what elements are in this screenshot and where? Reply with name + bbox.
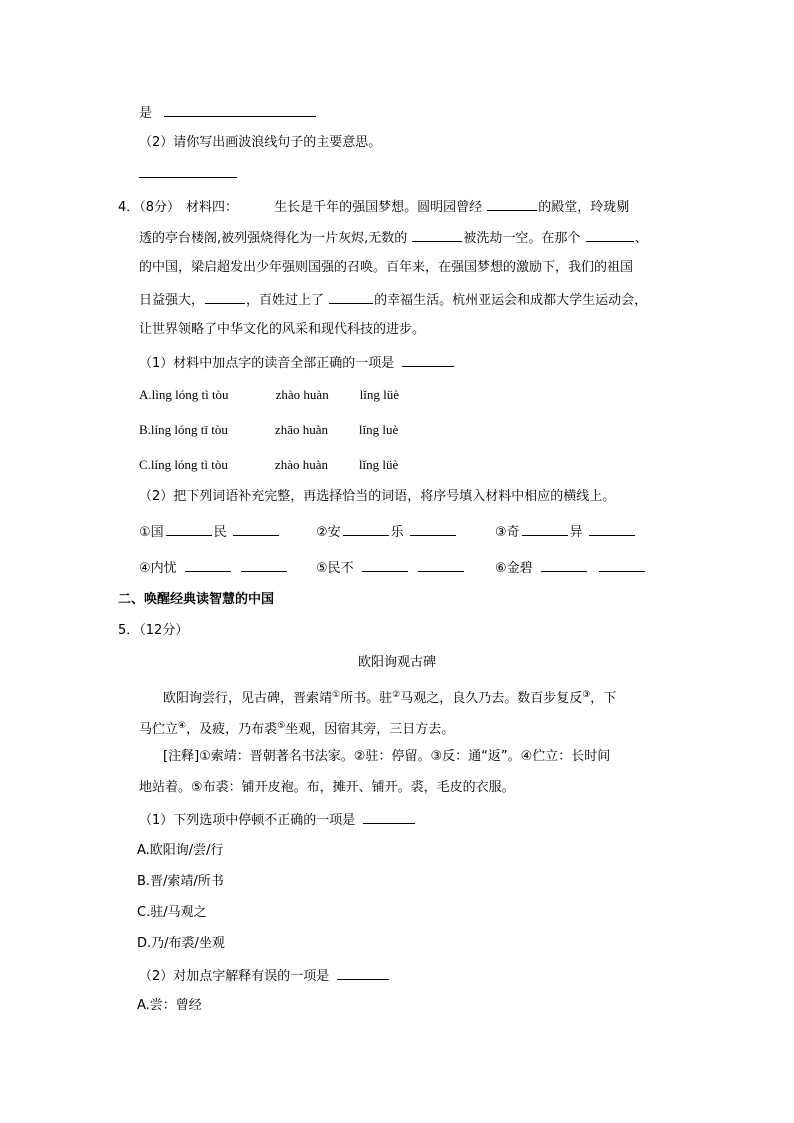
q4-word-6-pre: ⑥金碧 [495, 561, 533, 576]
q5-notes-line-2: 地站着。⑤布裘：铺开皮袍。布，摊开、铺开。裘，毛皮的衣服。 [139, 780, 515, 795]
q4-word-3-mid: 异 [569, 525, 583, 540]
q4-word-6-blank-a[interactable] [541, 558, 587, 572]
q4-option-a-part2: zhào huàn [275, 387, 329, 402]
q3-sub2-label: （2）请你写出画波浪线句子的主要意思。 [139, 135, 382, 150]
q5-text-l1a: 欧阳询尝行，见古碑，晋索靖 [163, 691, 333, 706]
q4-option-c-part1: líng lóng tì tòu [150, 457, 228, 472]
section-2-heading: 二、唤醒经典读智慧的中国 [118, 592, 275, 607]
q4-passage-l2b: 被洗劫一空。在那个 [463, 231, 581, 246]
q4-word-2-blank-b[interactable] [410, 522, 456, 536]
q5-text-l1d: ，下 [590, 691, 617, 706]
q4-option-c-part3: lǐng lüè [358, 457, 399, 472]
q4-option-a-part1: lìng lóng tì tòu [151, 387, 229, 402]
q4-words-row-1 [139, 522, 279, 542]
q4-sub1-blank[interactable] [402, 353, 454, 367]
q4-blank-5[interactable] [329, 290, 373, 304]
note-marker-3: ③ [582, 690, 591, 700]
q4-word-5 [316, 558, 464, 578]
q3-answer-blank[interactable] [164, 103, 316, 117]
q4-option-a-letter: A. [139, 387, 152, 402]
q5-sub1-option-a[interactable]: A.欧阳询/尝/行 [137, 843, 224, 858]
q4-line-4 [139, 290, 647, 310]
note-marker-4: ④ [178, 721, 187, 731]
note-marker-5: ⑤ [277, 721, 286, 731]
q4-passage-l4a: 日益强大， [139, 293, 205, 308]
q4-option-b-letter: B. [139, 422, 151, 437]
q4-word-4 [139, 558, 287, 578]
q4-word-1-pre: ①国 [139, 525, 164, 540]
q4-option-b-part3: lǐng luè [358, 422, 399, 437]
q4-word-2-pre: ②安 [316, 525, 341, 540]
q4-passage-l3: 的中国，梁启超发出少年强则国强的召唤。百年来，在强国梦想的激励下，我们的祖国 [139, 260, 634, 275]
q4-word-3-blank-b[interactable] [589, 522, 635, 536]
q4-word-2-blank-a[interactable] [343, 522, 389, 536]
q4-passage-l2a: 透的亭台楼阁,被列强烧得化为一片灰烬,无数的 [139, 231, 408, 246]
q4-word-4-pre: ④内忧 [139, 561, 177, 576]
q5-text-l2a: 马伫立 [139, 722, 179, 737]
q4-line-2 [139, 228, 648, 248]
q5-number: 5．（12分） [118, 623, 189, 638]
q4-word-3-blank-a[interactable] [522, 522, 568, 536]
q4-line-1 [118, 197, 629, 217]
q4-word-1-blank-b[interactable] [233, 522, 279, 536]
q4-sub1 [139, 353, 454, 373]
q4-blank-1[interactable] [487, 197, 537, 211]
q5-sub1 [139, 810, 415, 830]
q5-text-line-2 [139, 717, 454, 739]
q4-option-b-part1: líng lóng tī tòu [150, 422, 228, 437]
q4-word-2 [316, 522, 456, 542]
q4-passage-l4b: ，百姓过上了 [246, 293, 325, 308]
q4-word-4-blank-a[interactable] [185, 558, 231, 572]
q5-sub2-label: （2）对加点字解释有误的一项是 [139, 969, 330, 984]
q4-word-1-mid: 民 [213, 525, 227, 540]
q3-answer-line [139, 103, 316, 123]
q4-word-3-pre: ③奇 [495, 525, 520, 540]
q5-text-l2b: ，及疲，乃布裘 [186, 722, 278, 737]
q5-text-line-1 [163, 686, 616, 708]
q4-option-a[interactable] [139, 386, 399, 404]
note-marker-2: ② [392, 690, 401, 700]
q4-option-c-part2: zhào huàn [274, 457, 328, 472]
q4-passage-l2c: 、 [634, 231, 648, 246]
q4-word-6-blank-b[interactable] [599, 558, 645, 572]
q4-passage-l5: 让世界领略了中华文化的风采和现代科技的进步。 [139, 322, 426, 337]
q3-sub2-answer [139, 164, 237, 184]
q5-sub1-blank[interactable] [363, 810, 415, 824]
q4-option-b-part2: zhāo huàn [274, 422, 328, 437]
q4-sub1-label: （1）材料中加点字的读音全部正确的一项是 [139, 356, 395, 371]
q5-text-l1c: 马观之，良久乃去。数百步复反 [400, 691, 583, 706]
q4-blank-3[interactable] [586, 228, 634, 242]
q4-word-4-blank-b[interactable] [241, 558, 287, 572]
q5-sub2-blank[interactable] [337, 966, 389, 980]
q5-notes-line-1: [注释]①索靖：晋朝著名书法家。②驻：停留。③反：通“返”。④伫立：长时间 [163, 749, 611, 764]
note-marker-1: ① [332, 690, 341, 700]
q5-sub1-option-c[interactable]: C.驻/马观之 [137, 905, 207, 920]
q5-text-l2c: 坐观，因宿其旁，三日方去。 [285, 722, 455, 737]
q4-material-label: 材料四： [186, 200, 239, 215]
q4-option-c-letter: C. [139, 457, 151, 472]
q5-title: 欧阳询观古碑 [357, 655, 436, 670]
q5-sub2 [139, 966, 389, 986]
q5-sub1-option-d[interactable]: D.乃/布裘/坐观 [137, 936, 225, 951]
q4-option-b[interactable] [139, 421, 398, 439]
q4-passage-l1b: 的殿堂，玲珑剔 [538, 200, 630, 215]
q5-sub2-option-a[interactable]: A.尝：曾经 [137, 998, 202, 1013]
q4-blank-2[interactable] [412, 228, 462, 242]
q4-passage-l1a: 生长是千年的强国梦想。圆明园曾经 [274, 200, 483, 215]
q4-word-3 [495, 522, 635, 542]
q5-text-l1b: 所书。驻 [340, 691, 393, 706]
q4-sub2-label: （2）把下列词语补充完整，再选择恰当的词语，将序号填入材料中相应的横线上。 [139, 489, 616, 504]
q3-answer-prefix: 是 [139, 106, 153, 121]
q4-blank-4[interactable] [205, 290, 245, 304]
q4-word-6 [495, 558, 645, 578]
q4-passage-l4c: 的幸福生活。杭州亚运会和成都大学生运动会， [374, 293, 648, 308]
q4-number: 4．（8分） [118, 200, 181, 215]
q4-option-c[interactable] [139, 456, 398, 474]
q5-sub1-option-b[interactable]: B.晋/索靖/所书 [137, 874, 224, 889]
q5-sub1-label: （1）下列选项中停顿不正确的一项是 [139, 813, 356, 828]
q4-option-a-part3: lǐng lüè [359, 387, 399, 402]
q4-word-5-blank-b[interactable] [418, 558, 464, 572]
q4-word-5-pre: ⑤民不 [316, 561, 354, 576]
q3-sub2-blank[interactable] [139, 164, 237, 178]
q4-word-1-blank-a[interactable] [166, 522, 212, 536]
q4-word-5-blank-a[interactable] [362, 558, 408, 572]
q4-word-2-mid: 乐 [390, 525, 404, 540]
